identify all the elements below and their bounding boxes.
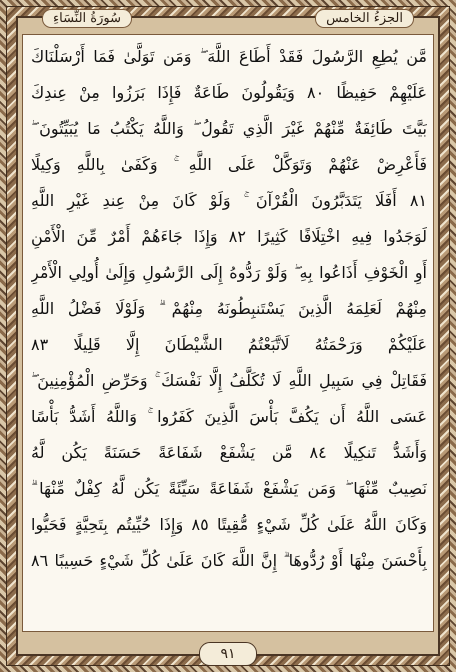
juz-name: الجزءُ الخامس <box>315 9 414 28</box>
text-line: نَصِيبٌ مِّنْهَا ۖ وَمَن يَشْفَعْ شَفَاعَةً سَيِّئَةً يَكُن لَّهُ كِفْلٌ مِّنْهَا ۗ <box>31 479 427 498</box>
text-line: عَلَيْكُمْ وَرَحْمَتُهُ لَاتَّبَعْتُمُ الشَّيْطَانَ إِلَّا قَلِيلًا ٨٣ <box>31 335 427 354</box>
text-line: بَيَّتَ طَائِفَةٌ مِّنْهُمْ غَيْرَ الَّذِي تَقُولُ ۖ وَاللَّهُ يَكْتُبُ مَا يُبَيِّتُونَ ۖ <box>31 119 427 138</box>
page-header <box>22 4 434 32</box>
text-line: فَقَاتِلْ فِي سَبِيلِ اللَّهِ لَا تُكَلَّفُ إِلَّا نَفْسَكَ ۚ وَحَرِّضِ الْمُؤْمِنِينَ ۖ <box>31 371 427 390</box>
text-panel <box>22 34 434 632</box>
text-line: مَّن يُطِعِ الرَّسُولَ فَقَدْ أَطَاعَ اللَّهَ ۖ وَمَن تَوَلَّىٰ فَمَا أَرْسَلْنَاكَ <box>31 47 427 66</box>
surah-name: سُورَةُ النِّسَاءِ <box>42 9 132 28</box>
text-line: ٨١ أَفَلَا يَتَدَبَّرُونَ الْقُرْآنَ ۚ وَلَوْ كَانَ مِنْ عِندِ غَيْرِ اللَّهِ <box>31 191 427 210</box>
text-line: لَوَجَدُوا فِيهِ اخْتِلَافًا كَثِيرًا ٨٢ وَإِذَا جَاءَهُمْ أَمْرٌ مِّنَ الْأَمْنِ <box>31 227 427 246</box>
quran-text <box>31 39 427 579</box>
text-line: فَأَعْرِضْ عَنْهُمْ وَتَوَكَّلْ عَلَى اللَّهِ ۚ وَكَفَىٰ بِاللَّهِ وَكِيلًا <box>31 155 427 174</box>
page-number: ٩١ <box>199 642 257 666</box>
text-line: وَكَانَ اللَّهُ عَلَىٰ كُلِّ شَيْءٍ مُّقِيتًا ٨٥ وَإِذَا حُيِّيتُم بِتَحِيَّةٍ فَحَيُّوا <box>31 515 427 534</box>
text-line: عَلَيْهِمْ حَفِيظًا ٨٠ وَيَقُولُونَ طَاعَةٌ فَإِذَا بَرَزُوا مِنْ عِندِكَ <box>31 83 427 102</box>
text-line: وَأَشَدُّ تَنكِيلًا ٨٤ مَّن يَشْفَعْ شَفَاعَةً حَسَنَةً يَكُن لَّهُ <box>31 443 427 462</box>
text-line: بِأَحْسَنَ مِنْهَا أَوْ رُدُّوهَا ۗ إِنَّ اللَّهَ كَانَ عَلَىٰ كُلِّ شَيْءٍ حَسِيبًا ٨٦ <box>31 551 427 570</box>
text-line: عَسَى اللَّهُ أَن يَكُفَّ بَأْسَ الَّذِينَ كَفَرُوا ۚ وَاللَّهُ أَشَدُّ بَأْسًا <box>31 407 427 426</box>
text-line: مِنْهُمْ لَعَلِمَهُ الَّذِينَ يَسْتَنبِطُونَهُ مِنْهُمْ ۗ وَلَوْلَا فَضْلُ اللَّهِ <box>31 299 427 318</box>
text-line: أَوِ الْخَوْفِ أَذَاعُوا بِهِ ۖ وَلَوْ رَدُّوهُ إِلَى الرَّسُولِ وَإِلَىٰ أُولِي الْأَمْرِ <box>31 263 427 282</box>
